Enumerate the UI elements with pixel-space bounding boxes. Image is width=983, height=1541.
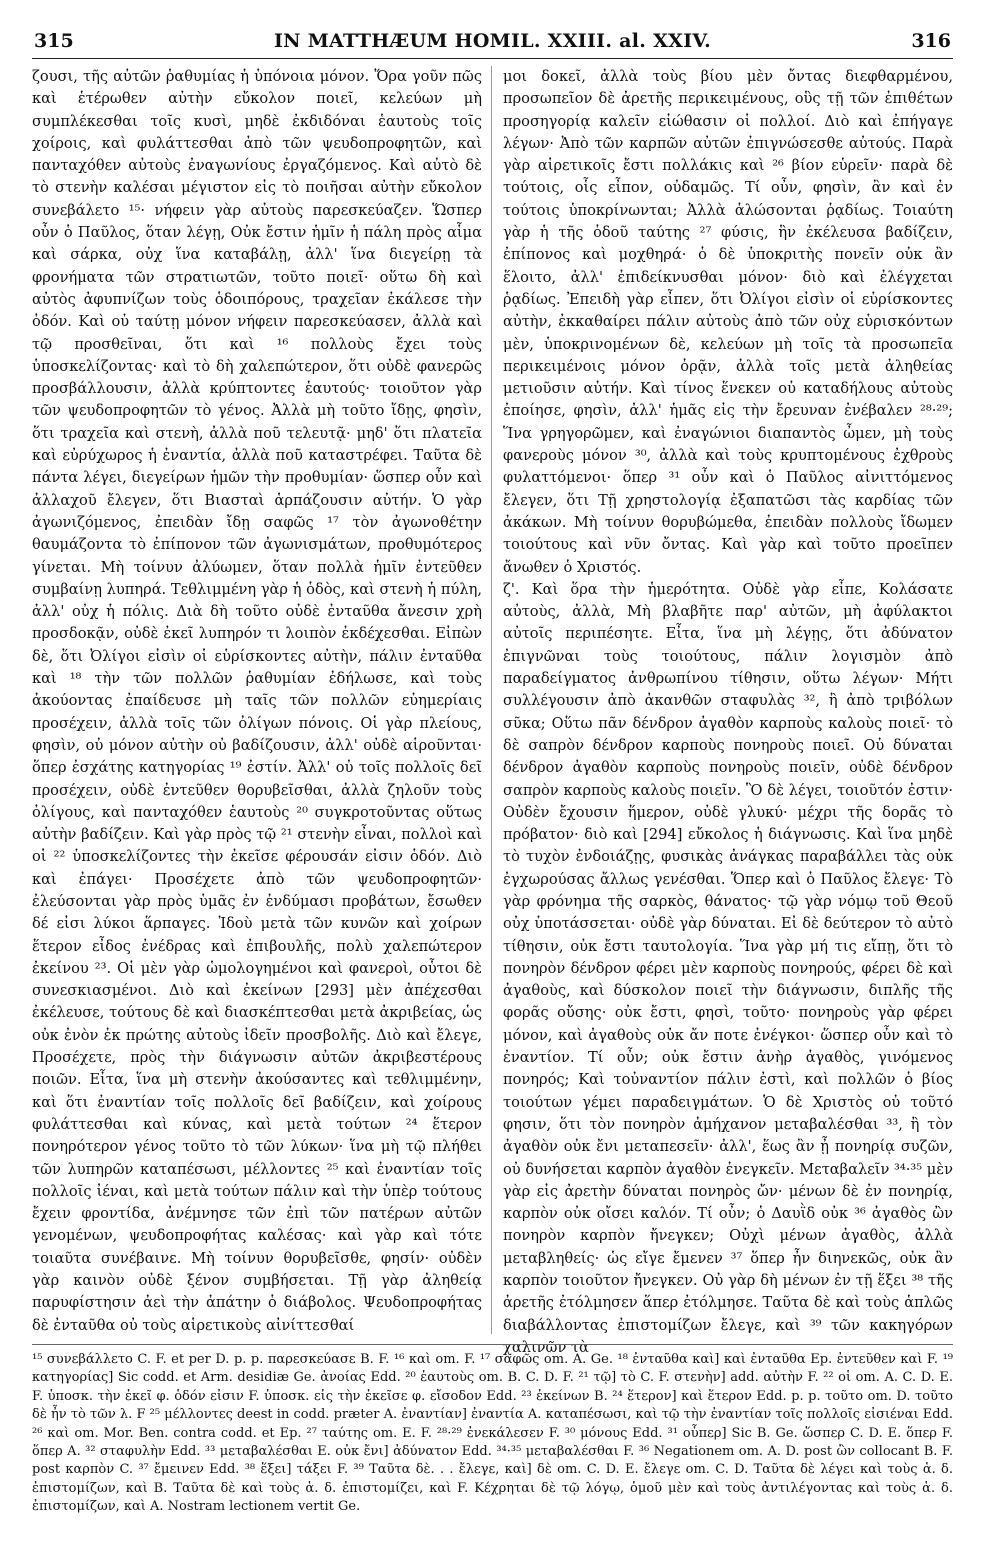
left-column xyxy=(32,66,482,1336)
left-page-number: 315 xyxy=(34,30,74,52)
footnotes-text: ¹⁵ συνεβάλλετο C. F. et per D. p. p. παρεσκεύασε B. F. ¹⁶ καὶ om. F. ¹⁷ σαφῶς om. A. Ge. ¹⁸ ἐνταῦθα καὶ] καὶ ἐνταῦθα Ep. ἐντεῦθεν καὶ F. ¹⁹ κατηγορίας] Sic codd. et Arm. desidiæ Ge. ἀνοίας Edd. ²⁰ ἑαυτοὺς om. B. C. D. F. ²¹ τῷ] τὸ C. F. στενὴν] add. αὐτὴν F. ²² οἱ om. A. C. D. E. F. ὑποσκ. τὴν ἐκεῖ φ. ὁδόν εἰσιν F. ὑποσκ. εἰς τὴν ἐκεῖσε φ. εἴσοδον Edd. ²³ ἐκείνων B. ²⁴ ἕτερον] καὶ ἕτερον Edd. p. p. τοῦτο om. D. τοῦτο δὲ ἦν τὸ τῶν λ. F ²⁵ μέλλοντες deest in codd. præter A. ἐναντίαν] ἐναντία A. καταπέσωσι, καὶ τῷ τὴν ἐναντίαν τοῖς πολλοῖς εἰσιέναι Edd. ²⁶ καὶ om. Mor. Ben. contra codd. et Ep. ²⁷ ταύτης om. E. F. ²⁸·²⁹ ἐνεκάλεσεν F. ³⁰ μόνους Edd. ³¹ οὗπερ] Sic B. Ge. ὥσπερ C. D. E. ὅπερ F. ὅπερ A. ³² σταφυλὴν Edd. ³³ μεταβαλέσθαι E. οὐκ ἔνι] ἀδύνατον Edd. ³⁴·³⁵ μεταβαλέσθαι F. ³⁶ Negationem om. A. D. post ὢν collocant B. F. post καρπὸν C. ³⁷ ἔμεινεν Edd. ³⁸ ἕξει] τάξει F. ³⁹ Ταῦτα δὲ. . . ἔλεγε, καὶ] δὲ om. C. D. E. ἔλεγε om. C. D. Ταῦτα δὲ λέγει καὶ τοὺς ἁ. δ. ἐπιστομίζων, καὶ B. Ταῦτα δὲ καὶ τοὺς ἁ. δ. ἐπιστομίζει, καὶ F. Κέχρηται δὲ τῷ λόγῳ, ὁμοῦ μὲν καὶ τοὺς ἀντιλέγοντας καὶ τοὺς ἁ. δ. ἐπιστομίζων, καὶ A. Nostram lectionem vertit Ge. xyxy=(32,1352,953,1515)
right-page-number: 316 xyxy=(911,30,951,52)
right-column-text: μοι δοκεῖ, ἀλλὰ τοὺς βίου μὲν ὄντας διεφθαρμένου, προσωπεῖον δὲ ἀρετῆς περικειμένους, οὓς τῇ τῶν ἐπιθέτων προσηγορίᾳ καλεῖν εἰώθασιν οἱ πολλοί. Διὸ καὶ ἐπήγαγε λέγων· Ἀπὸ τῶν καρπῶν αὐτῶν ἐπιγνώσεσθε αὐτούς. Παρὰ γὰρ αἱρετικοῖς ἔστι πολλάκις καὶ ²⁶ βίον εὑρεῖν· παρὰ δὲ τούτοις, οἷς εἶπον, οὐδαμῶς. Τί οὖν, φησὶν, ἂν καὶ ἐν τούτοις ὑποκρίνωνται; Ἀλλὰ ἁλώσονται ῥᾳδίως. Τοιαύτη γὰρ ἡ τῆς ὁδοῦ ταύτης ²⁷ φύσις, ἣν ἐκέλευσα βαδίζειν, ἐπίπονος καὶ μοχθηρά· ὁ δὲ ὑποκριτὴς πονεῖν οὐκ ἂν ἕλοιτο, ἀλλ' ἐπιδείκνυσθαι μόνον· διὸ καὶ ἐλέγχεται ῥᾳδίως. Ἐπειδὴ γὰρ εἶπεν, ὅτι Ὀλίγοι εἰσὶν οἱ εὑρίσκοντες αὐτὴν, ἐκκαθαίρει πάλιν αὐτοὺς ἀπὸ τῶν οὐχ εὑρισκόντων μὲν, ὑποκρινομένων δὲ, κελεύων μὴ τοῖς τὰ προσωπεῖα περικειμένοις μόνον ὁρᾷν, ἀλλὰ τοῖς μετὰ ἀληθείας μετιοῦσιν αὐτήν. Καὶ τίνος ἕνεκεν οὐ καταδήλους αὐτοὺς ἐποίησε, φησὶν, ἀλλ' ἡμᾶς εἰς τὴν ἔρευναν ἐνέβαλεν ²⁸·²⁹; Ἵνα γρηγορῶμεν, καὶ ἐναγώνιοι διαπαντὸς ὦμεν, μὴ τοὺς φανεροὺς μόνον ³⁰, ἀλλὰ καὶ τοὺς κρυπτομένους ἐχθροὺς φυλαττόμενοι· ὅπερ ³¹ οὖν καὶ ὁ Παῦλος αἰνιττόμενος ἔλεγεν, ὅτι Τῇ χρηστολογίᾳ ἐξαπατῶσι τὰς καρδίας τῶν ἀκάκων. Μὴ τοίνυν θορυβώμεθα, ἐπειδὰν πολλοὺς ἴδωμεν τοιούτους καὶ νῦν ὄντας. Καὶ γὰρ καὶ τοῦτο προεῖπεν ἄνωθεν ὁ Χριστός. ζ'. Καὶ ὅρα τὴν ἡμερότητα. Οὐδὲ γὰρ εἶπε, Κολάσατε αὐτοὺς, ἀλλὰ, Μὴ βλαβῆτε παρ' αὐτῶν, μὴ ἀφύλακτοι αὐτοῖς περιπέσητε. Εἶτα, ἵνα μὴ λέγῃς, ὅτι ἀδύνατον ἐπιγνῶναι τοὺς τοιούτους, πάλιν λογισμὸν ἀπὸ παραδείγματος ἀνθρωπίνου τίθησιν, οὕτω λέγων· Μήτι συλλέγουσιν ἀπὸ ἀκανθῶν σταφυλὰς ³², ἢ ἀπὸ τριβόλων σῦκα; Οὕτω πᾶν δένδρον ἀγαθὸν καρποὺς καλοὺς ποιεῖ· τὸ δὲ σαπρὸν δένδρον καρποὺς πονηροὺς ποιεῖ. Οὐ δύναται δένδρον ἀγαθὸν καρποὺς πονηροὺς ποιεῖν, οὐδὲ δένδρον σαπρὸν καρποὺς καλοὺς ποιεῖν. Ὃ δὲ λέγει, τοιοῦτόν ἐστιν· Οὐδὲν ἔχουσιν ἥμερον, οὐδὲ γλυκύ· μέχρι τῆς δορᾶς τὸ πρόβατον· διὸ καὶ [294] εὔκολος ἡ διάγνωσις. Καὶ ἵνα μηδὲ τὸ τυχὸν ἐνδοιάζῃς, φυσικὰς ἀνάγκας παραβάλλει τὰς οὐκ ἐγχωρούσας ἄλλως γενέσθαι. Ὅπερ καὶ ὁ Παῦλος ἔλεγε· Τὸ γὰρ φρόνημα τῆς σαρκὸς, θάνατος· τῷ γὰρ νόμῳ τοῦ Θεοῦ οὐχ ὑποτάσσεται· οὐδὲ γὰρ δύναται. Εἰ δὲ δεύτερον τὸ αὐτὸ τίθησιν, οὐκ ἔστι ταυτολογία. Ἵνα γὰρ μή τις εἴπῃ, ὅτι τὸ πονηρὸν δένδρον φέρει μὲν καρποὺς πονηρούς, φέρει δὲ καὶ ἀγαθοὺς, καὶ δύσκολον ποιεῖ τὴν διάγνωσιν, διπλῆς τῆς φορᾶς οὔσης· οὐκ ἔστι, φησὶ, τοῦτο· πονηροὺς γὰρ φέρει μόνον, καὶ ἀγαθοὺς οὐκ ἄν ποτε ἐνέγκοι· ὥσπερ οὖν καὶ τὸ ἐναντίον. Τί οὖν; οὐκ ἔστιν ἀνὴρ ἀγαθὸς, γινόμενος πονηρός; Καὶ τοὐναντίον πάλιν ἐστὶ, καὶ πολλῶν ὁ βίος τοιούτων γέμει παραδειγμάτων. Ὁ δὲ Χριστὸς οὐ τοῦτό φησιν, ὅτι τὸν πονηρὸν ἀμήχανον μεταβαλέσθαι ³³, ἢ τὸν ἀγαθὸν οὐκ ἔνι μεταπεσεῖν· ἀλλ', ἕως ἂν ᾖ πονηρίᾳ συζῶν, οὐ δυνήσεται καρπὸν ἀγαθὸν ἐνεγκεῖν. Μεταβαλεῖν ³⁴·³⁵ μὲν γὰρ εἰς ἀρετὴν δύναται πονηρὸς ὤν· μένων δὲ ἐν πονηρίᾳ, καρπὸν οὐκ οἴσει καλόν. Τί οὖν; ὁ Δαυῒδ οὐκ ³⁶ ἀγαθὸς ὢν πονηρὸν καρπὸν ἤνεγκεν; Οὐχὶ μένων ἀγαθὸς, ἀλλὰ μεταβληθείς· ὡς εἴγε ἔμενεν ³⁷ ὅπερ ἦν διηνεκῶς, οὐκ ἂν καρπὸν τοιοῦτον ἤνεγκεν. Οὐ γὰρ δὴ μένων ἐν τῇ ἕξει ³⁸ τῆς ἀρετῆς ἐτόλμησεν ἅπερ ἐτόλμησε. Ταῦτα δὲ καὶ τοὺς ἁπλῶς διαβάλλοντας ἐπιστομίζων ἔλεγε, καὶ ³⁹ τῶν κακηγόρων χαλινῶν τὰ xyxy=(503,68,953,1356)
right-column xyxy=(503,66,953,1356)
column-divider xyxy=(491,66,492,1334)
running-header xyxy=(32,24,953,59)
left-column-text: ζουσι, τῆς αὐτῶν ῥαθυμίας ἡ ὑπόνοια μόνον. Ὅρα γοῦν πῶς καὶ ἑτέρωθεν αὐτὴν εὔκολον ποιεῖ, κελεύων μὴ συμπλέκεσθαι τοῖς κυσὶ, μηδὲ ἐκδιδόναι ἑαυτοὺς τοῖς χοίροις, καὶ φυλάττεσθαι ἀπὸ τῶν ψευδοπροφητῶν, καὶ πανταχόθεν αὐτοὺς ἐναγωνίους ἐργαζόμενος. Καὶ αὐτὸ δὲ τὸ στενὴν καλέσαι μέγιστον εἰς τὸ ποιῆσαι αὐτὴν εὔκολον συνεβάλετο ¹⁵· νήφειν γὰρ αὐτοὺς παρεσκεύαζεν. Ὥσπερ οὖν ὁ Παῦλος, ὅταν λέγῃ, Οὐκ ἔστιν ἡμῖν ἡ πάλη πρὸς αἷμα καὶ σάρκα, οὐχ ἵνα καταβάλῃ, ἀλλ' ἵνα διεγείρῃ τὰ φρονήματα τῶν στρατιωτῶν, τοῦτο ποιεῖ· οὕτω δὴ καὶ αὐτὸς ἀφυπνίζων τοὺς ὁδοιπόρους, τραχεῖαν ἐκάλεσε τὴν ὁδόν. Καὶ οὐ ταύτῃ μόνον νήφειν παρεσκεύασεν, ἀλλὰ καὶ τῷ προσθεῖναι, ὅτι καὶ ¹⁶ πολλοὺς ἔχει τοὺς ὑποσκελίζοντας· καὶ τὸ δὴ χαλεπώτερον, ὅτι οὐδὲ φανερῶς προσβάλλουσιν, ἀλλὰ κρύπτοντες ἑαυτούς· τοιοῦτον γὰρ τῶν ψευδοπροφητῶν τὸ γένος. Ἀλλὰ μὴ τοῦτο ἴδῃς, φησὶν, ὅτι τραχεῖα καὶ στενὴ, ἀλλὰ ποῦ τελευτᾷ· μηδ' ὅτι πλατεῖα καὶ εὐρύχωρος ἡ ἐναντία, ἀλλὰ ποῦ καταστρέφει. Ταῦτα δὲ πάντα λέγει, διεγείρων ἡμῶν τὴν προθυμίαν· ὥσπερ οὖν καὶ ἀλλαχοῦ ἔλεγεν, ὅτι Βιασταὶ ἁρπάζουσιν αὐτήν. Ὁ γὰρ ἀγωνιζόμενος, ἐπειδὰν ἴδῃ σαφῶς ¹⁷ τὸν ἀγωνοθέτην θαυμάζοντα τὸ ἐπίπονον τῶν ἀγωνισμάτων, προθυμότερος γίνεται. Μὴ τοίνυν ἀλύωμεν, ὅταν πολλὰ ἡμῖν ἐντεῦθεν συμβαίνῃ λυπηρά. Τεθλιμμένη γὰρ ἡ ὁδὸς, καὶ στενὴ ἡ πύλη, ἀλλ' οὐχ ἡ πόλις. Διὰ δὴ τοῦτο οὐδὲ ἐνταῦθα ἄνεσιν χρὴ προσδοκᾷν, οὐδὲ ἐκεῖ λυπηρόν τι λοιπὸν ἐκδέχεσθαι. Εἰπὼν δὲ, ὅτι Ὀλίγοι εἰσὶν οἱ εὑρίσκοντες αὐτὴν, πάλιν ἐνταῦθα καὶ ¹⁸ τὴν τῶν πολλῶν ῥαθυμίαν ἐδήλωσε, καὶ τοὺς ἀκούοντας ἐπαίδευσε μὴ ταῖς τῶν πολλῶν εὐημερίαις προσέχειν, ἀλλὰ τοῖς τῶν ὀλίγων πόνοις. Οἱ γὰρ πλείους, φησὶν, οὐ μόνον αὐτὴν οὐ βαδίζουσιν, ἀλλ' οὐδὲ αἱροῦνται· ὅπερ ἐσχάτης κατηγορίας ¹⁹ ἐστίν. Ἀλλ' οὐ τοῖς πολλοῖς δεῖ προσέχειν, οὐδὲ ἐντεῦθεν θορυβεῖσθαι, ἀλλὰ ζηλοῦν τοὺς ὀλίγους, καὶ πανταχόθεν ἑαυτοὺς ²⁰ συγκροτοῦντας οὕτως αὐτὴν βαδίζειν. Καὶ γὰρ πρὸς τῷ ²¹ στενὴν εἶναι, πολλοὶ καὶ οἱ ²² ὑποσκελίζοντες τὴν ἐκεῖσε φέρουσάν εἰσιν ὁδόν. Διὸ καὶ ἐπάγει· Προσέχετε ἀπὸ τῶν ψευδοπροφητῶν· ἐλεύσονται γὰρ πρὸς ὑμᾶς ἐν ἐνδύμασι προβάτων, ἔσωθεν δέ εἰσι λύκοι ἅρπαγες. Ἰδοὺ μετὰ τῶν κυνῶν καὶ χοίρων ἕτερον εἶδος ἐνέδρας καὶ ἐπιβουλῆς, πολὺ χαλεπώτερον ἐκείνου ²³. Οἱ μὲν γὰρ ὡμολογημένοι καὶ φανεροὶ, οὗτοι δὲ συνεσκιασμένοι. Διὸ καὶ ἐκείνων [293] μὲν ἀπέχεσθαι ἐκέλευσε, τούτους δὲ καὶ διασκέπτεσθαι μετὰ ἀκριβείας, ὡς οὐκ ἐνὸν ἐκ πρώτης αὐτοὺς ἰδεῖν προσβολῆς. Διὸ καὶ ἔλεγε, Προσέχετε, πρὸς τὴν διάγνωσιν αὐτῶν ἀκριβεστέρους ποιῶν. Εἶτα, ἵνα μὴ στενὴν ἀκούσαντες καὶ τεθλιμμένην, καὶ ὅτι ἐναντίαν τοῖς πολλοῖς δεῖ βαδίζειν, καὶ χοίρους φυλάττεσθαι καὶ κύνας, καὶ μετὰ τούτων ²⁴ ἕτερον πονηρότερον γένος τοῦτο τὸ τῶν λύκων· ἵνα μὴ τῷ πλήθει τῶν λυπηρῶν καταπέσωσι, μέλλοντες ²⁵ καὶ ἐναντίαν τοῖς πολλοῖς ἰέναι, καὶ μετὰ τούτων πάλιν καὶ τὴν ὑπὲρ τούτους ἔχειν φροντίδα, ἀνέμνησε τῶν ἐπὶ τῶν πατέρων αὐτῶν γενομένων, ψευδοπροφήτας καλέσας· καὶ γὰρ καὶ τότε τοιαῦτα συνέβαινε. Μὴ τοίνυν θορυβεῖσθε, φησίν· οὐδὲν γὰρ καινὸν οὐδὲ ξένον συμβήσεται. Τῇ γὰρ ἀληθείᾳ παρυφίστησιν ἀεὶ τὴν ἀπάτην ὁ διάβολος. Ψευδοπροφήτας δὲ ἐνταῦθα οὐ τοὺς αἱρετικοὺς αἰνίττεσθαί xyxy=(32,68,482,1334)
footnotes xyxy=(32,1344,953,1541)
running-title: IN MATTHÆUM HOMIL. XXIII. al. XXIV. xyxy=(273,30,712,52)
